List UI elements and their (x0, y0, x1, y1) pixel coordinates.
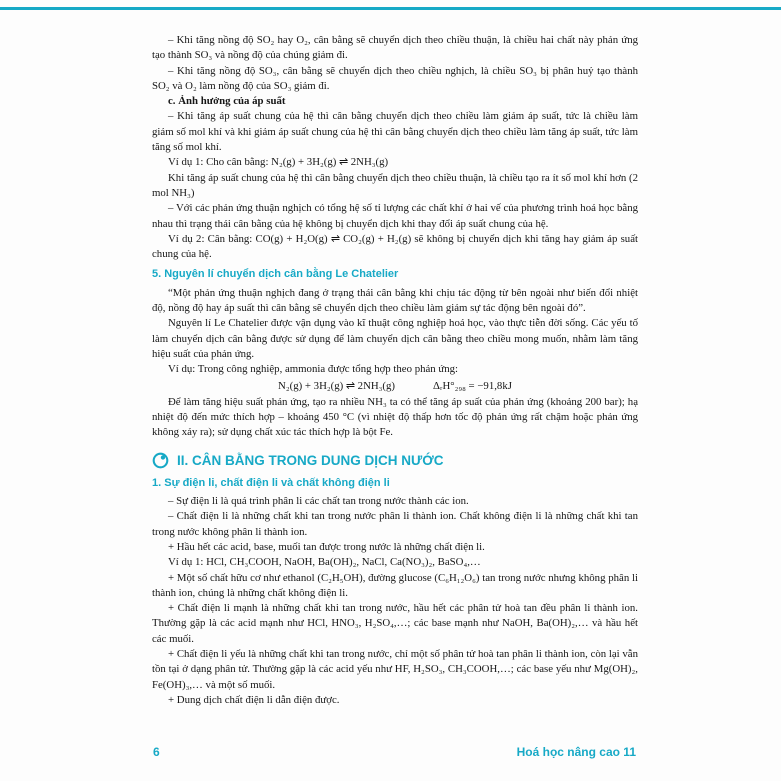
paragraph: – Chất điện li là những chất khi tan trong nước phân li thành ion. Chất không điện li là những chất khi tan trong nước không phân li thành ion. (152, 510, 638, 538)
paragraph: Ví dụ 1: HCl, CH₃COOH, NaOH, Ba(OH)₂, NaCl, Ca(NO₃)₂, BaSO₄,… (168, 556, 481, 569)
numbered-heading: 5. Nguyên lí chuyển dịch cân bằng Le Chatelier (152, 268, 399, 281)
paragraph: – Với các phản ứng thuận nghịch có tổng hệ số tỉ lượng các chất khí ở hai vế của phương trình hoá học bằng nhau thì trạng thái cân bằng của hệ không bị chuyển dịch khi thay đổi áp suất chung của hệ. (152, 202, 638, 230)
paragraph: + Dung dịch chất điện li dẫn điện được. (168, 693, 340, 706)
paragraph: Nguyên lí Le Chatelier được vận dụng vào kĩ thuật công nghiệp hoá học, vào thực tiễn đời sống. Các yếu tố làm chuyển dịch cân bằng được sử dụng để làm chuyển dịch cân bằng theo chiều mong muốn, nhằm làm tăng hiệu suất của phản ứng. (152, 317, 638, 360)
paragraph: Ví dụ 1: Cho cân bằng: N₂(g) + 3H₂(g) ⇌ 2NH₃(g) (168, 156, 389, 169)
paragraph: + Chất điện li yếu là những chất khi tan trong nước, chỉ một số phân tử hoà tan phân li thành ion, còn lại vẫn tồn tại ở dạng phân tử. Thường gặp là các acid yếu như HF, H₂SO₃, CH₃COOH,…; các base yếu như Mg(OH)₂, Fe(OH)₃,… và một số muối. (152, 647, 638, 691)
paragraph: Ví dụ 2: Cân bằng: CO(g) + H₂O(g) ⇌ CO₂(g) + H₂(g) sẽ không bị chuyển dịch khi tăng hay giảm áp suất chung của hệ. (152, 232, 638, 261)
paragraph: + Hầu hết các acid, base, muối tan được trong nước là những chất điện li. (168, 540, 485, 553)
section-badge-icon (152, 452, 169, 469)
paragraph: – Khi tăng áp suất chung của hệ thì cân bằng chuyển dịch theo chiều làm giảm áp suất, tức là chiều làm giảm số mol khí và khi giảm áp suất chung của hệ thì cân bằng chuyển dịch theo chiều làm tăng áp suất, tức làm tăng số mol khí. (152, 110, 638, 154)
content (152, 33, 638, 708)
paragraph: + Chất điện li mạnh là những chất khi tan trong nước, hầu hết các phân tử hoà tan đều phân li thành ion. Thường gặp là các acid mạnh như HCl, HNO₃, H₂SO₄,…; các base mạnh như NaOH, Ba(OH)₂,… và hầu hết các muối. (152, 602, 638, 645)
paragraph: “Một phản ứng thuận nghịch đang ở trạng thái cân bằng khi chịu tác động từ bên ngoài như biến đổi nhiệt độ, nồng độ hay áp suất thì cân bằng sẽ chuyển dịch theo chiều làm giảm sự tác động bên ngoài đó”. (152, 286, 638, 315)
book-title: Hoá học nâng cao 11 (516, 745, 636, 759)
paragraph: Khi tăng áp suất chung của hệ thì cân bằng chuyển dịch theo chiều thuận, là chiều tạo ra ít số mol khí hơn (2 mol NH₃) (152, 171, 638, 199)
paragraph: – Khi tăng nồng độ SO₃, cân bằng sẽ chuyển dịch theo chiều nghịch, là chiều SO₃ bị phân huỷ tạo thành SO₂ và O₂ làm nồng độ của SO₃ giảm đi. (152, 64, 638, 92)
page-number: 6 (153, 745, 160, 759)
sub-label: c. Ảnh hưởng của áp suất (168, 95, 286, 108)
numbered-subheading: 1. Sự điện li, chất điện li và chất không điện li (152, 476, 390, 489)
paragraph: – Khi tăng nồng độ SO₂ hay O₂, cân bằng sẽ chuyển dịch theo chiều thuận, là chiều hai chất này phản ứng tạo thành SO₃ và nồng độ của chúng giảm đi. (152, 34, 638, 62)
enthalpy-value: ΔᵣH°₂₉₈ = −91,8kJ (433, 379, 512, 392)
section-heading-label: II. CÂN BẰNG TRONG DUNG DỊCH NƯỚC (177, 452, 444, 468)
paragraph: – Sự điện li là quá trình phân li các chất tan trong nước thành các ion. (168, 495, 469, 508)
paragraph: Để làm tăng hiệu suất phản ứng, tạo ra nhiều NH₃ ta có thể tăng áp suất của phản ứng (khoảng 200 bar); hạ nhiệt độ đến mức thích hợp – khoảng 450 °C (vì nhiệt độ thấp hơn tốc độ phản ứng rất chậm hoặc phản ứng không xảy ra); sử dụng chất xúc tác thích hợp là bột Fe. (152, 395, 638, 439)
section-heading (152, 452, 638, 469)
reaction-equation: N₂(g) + 3H₂(g) ⇌ 2NH₃(g) (278, 379, 396, 392)
paragraph: Ví dụ: Trong công nghiệp, ammonia được tổng hợp theo phản ứng: (168, 363, 459, 376)
top-divider (0, 7, 781, 10)
paragraph: + Một số chất hữu cơ như ethanol (C₂H₅OH), đường glucose (C₆H₁₂O₆) tan trong nước nhưng không phân li thành ion, chúng là những chất không điện li. (152, 571, 638, 599)
equation-line (152, 379, 638, 394)
